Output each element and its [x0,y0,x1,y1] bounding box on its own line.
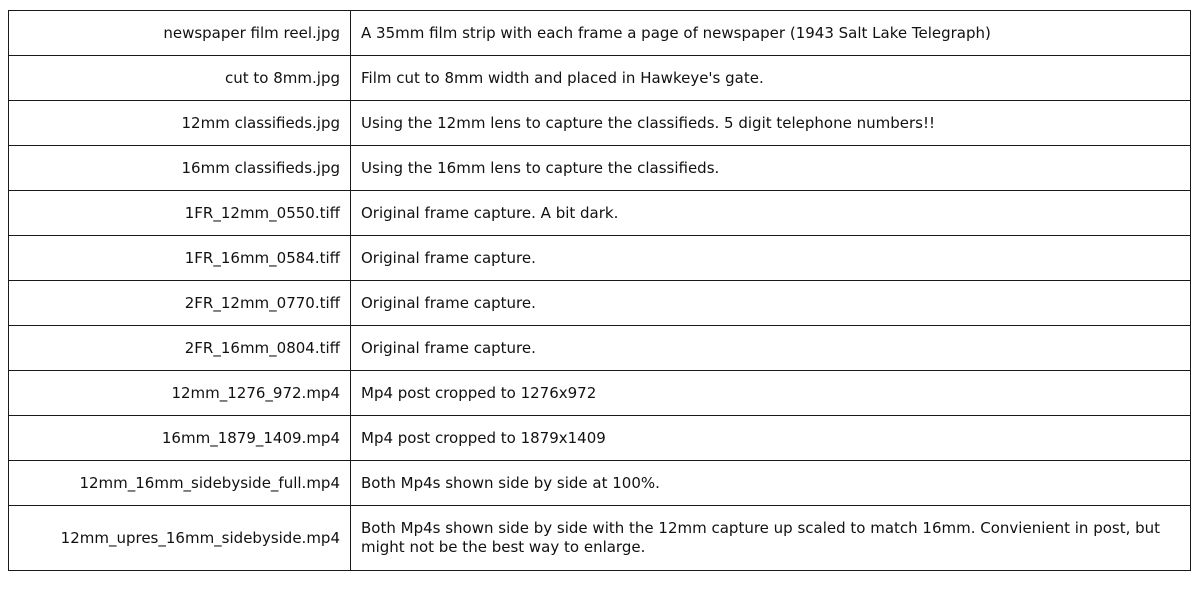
table-row [9,281,1191,326]
file-name-cell: newspaper film reel.jpg [9,11,351,56]
description-cell: Original frame capture. [351,281,1191,326]
description-cell: Both Mp4s shown side by side at 100%. [351,461,1191,506]
description-cell: Mp4 post cropped to 1276x972 [351,371,1191,416]
description-cell: Using the 16mm lens to capture the classifieds. [351,146,1191,191]
file-description-table [8,10,1191,571]
description-cell: Original frame capture. [351,326,1191,371]
file-name-cell: 1FR_16mm_0584.tiff [9,236,351,281]
description-cell: Mp4 post cropped to 1879x1409 [351,416,1191,461]
file-name-cell: 12mm_16mm_sidebyside_full.mp4 [9,461,351,506]
table-row [9,146,1191,191]
description-cell: Both Mp4s shown side by side with the 12mm capture up scaled to match 16mm. Convienient in post, but might not be the best way to enlarge. [351,506,1191,571]
table-row [9,371,1191,416]
description-cell: A 35mm film strip with each frame a page of newspaper (1943 Salt Lake Telegraph) [351,11,1191,56]
table-body [9,11,1191,571]
table-row [9,191,1191,236]
description-cell: Film cut to 8mm width and placed in Hawkeye's gate. [351,56,1191,101]
file-name-cell: 12mm_1276_972.mp4 [9,371,351,416]
table-row [9,101,1191,146]
table-row [9,56,1191,101]
table-row [9,326,1191,371]
description-cell: Original frame capture. [351,236,1191,281]
table-row [9,506,1191,571]
file-name-cell: 12mm classifieds.jpg [9,101,351,146]
file-name-cell: 1FR_12mm_0550.tiff [9,191,351,236]
file-name-cell: 2FR_16mm_0804.tiff [9,326,351,371]
description-cell: Original frame capture. A bit dark. [351,191,1191,236]
table-row [9,461,1191,506]
description-cell: Using the 12mm lens to capture the classifieds. 5 digit telephone numbers!! [351,101,1191,146]
file-name-cell: cut to 8mm.jpg [9,56,351,101]
file-name-cell: 16mm classifieds.jpg [9,146,351,191]
file-name-cell: 12mm_upres_16mm_sidebyside.mp4 [9,506,351,571]
table-row [9,11,1191,56]
file-name-cell: 2FR_12mm_0770.tiff [9,281,351,326]
table-row [9,416,1191,461]
table-row [9,236,1191,281]
file-name-cell: 16mm_1879_1409.mp4 [9,416,351,461]
